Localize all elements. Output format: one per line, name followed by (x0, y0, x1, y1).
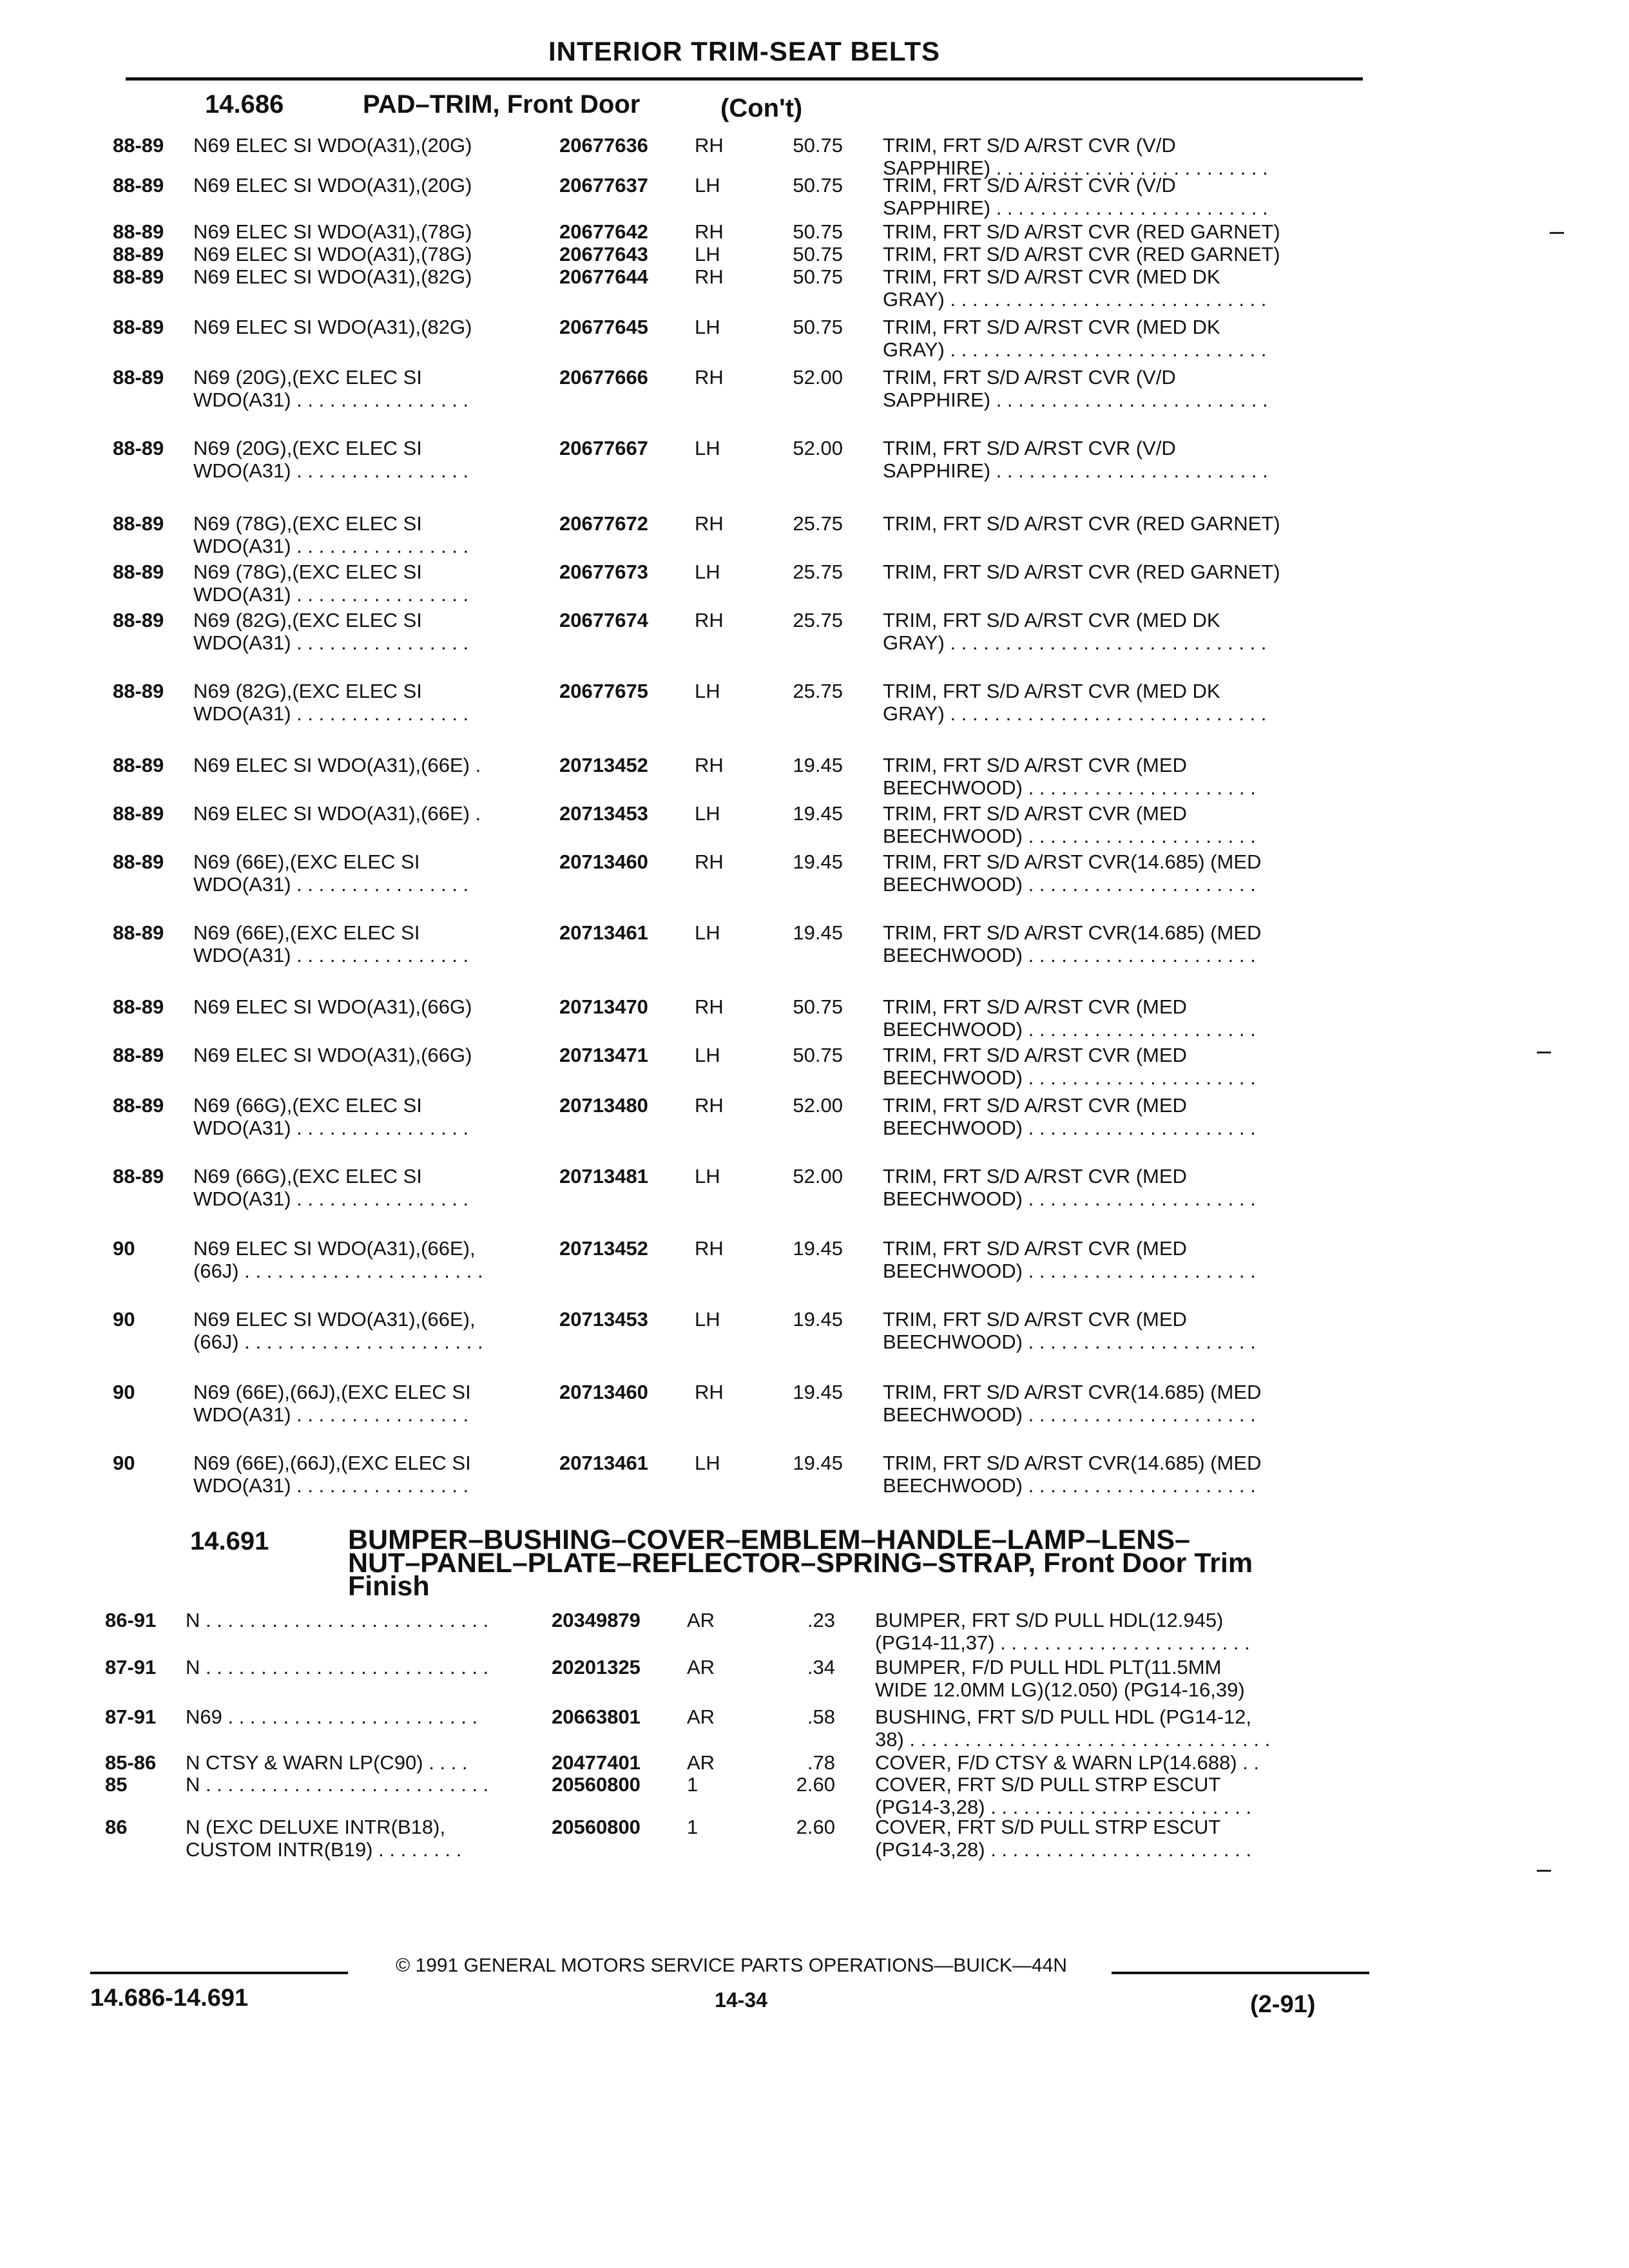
section-number: 14.691 (190, 1527, 269, 1555)
quantity-cell: LH (695, 921, 720, 944)
quantity-cell: LH (695, 802, 720, 825)
description-cell: BUSHING, FRT S/D PULL HDL (PG14-12, 38) . . . . . . . . . . . . . . . . . . . . . . . . . . . . . . . . . (875, 1706, 1271, 1751)
part-number-cell: 20677672 (559, 512, 648, 535)
section-heading-14-686 (205, 91, 849, 124)
model-cell: N69 ELEC SI WDO(A31),(66E), (66J) . . . . . . . . . . . . . . . . . . . . . . (193, 1237, 483, 1282)
quantity-cell: RH (695, 265, 724, 288)
year-cell: 88-89 (113, 680, 164, 702)
year-cell: 85 (105, 1773, 128, 1796)
quantity-cell: RH (695, 850, 724, 873)
model-cell: N69 (82G),(EXC ELEC SI WDO(A31) . . . . . . . . . . . . . . . . (193, 680, 469, 725)
quantity-cell: LH (695, 174, 720, 197)
price-cell: 50.75 (793, 265, 843, 288)
header-rule (126, 77, 1363, 81)
model-cell: N69 ELEC SI WDO(A31),(66G) (193, 1044, 472, 1066)
price-cell: 25.75 (793, 512, 843, 535)
part-number-cell: 20201325 (552, 1656, 641, 1678)
quantity-cell: LH (695, 1165, 720, 1187)
price-cell: 50.75 (793, 243, 843, 265)
year-cell: 88-89 (113, 609, 164, 631)
description-cell: COVER, FRT S/D PULL STRP ESCUT (PG14-3,28) . . . . . . . . . . . . . . . . . . . . . . . . (875, 1816, 1251, 1861)
footer-rule (1112, 1972, 1369, 1974)
model-cell: N CTSY & WARN LP(C90) . . . . (186, 1751, 468, 1774)
page-title: INTERIOR TRIM-SEAT BELTS (548, 36, 941, 66)
section-number: 14.686 (205, 90, 284, 119)
price-cell: 2.60 (796, 1773, 835, 1796)
price-cell: 2.60 (796, 1816, 835, 1838)
part-number-cell: 20677637 (559, 174, 648, 197)
part-number-cell: 20560800 (552, 1816, 641, 1838)
price-cell: .78 (807, 1751, 835, 1774)
margin-mark (1550, 232, 1564, 234)
year-cell: 86 (105, 1816, 128, 1838)
model-cell: N69 ELEC SI WDO(A31),(78G) (193, 243, 472, 265)
year-cell: 88-89 (113, 174, 164, 197)
description-cell: COVER, F/D CTSY & WARN LP(14.688) . . (875, 1751, 1260, 1774)
part-number-cell: 20713480 (559, 1094, 648, 1117)
model-cell: N69 (66G),(EXC ELEC SI WDO(A31) . . . . . . . . . . . . . . . . (193, 1094, 469, 1139)
description-cell: TRIM, FRT S/D A/RST CVR (RED GARNET) (883, 512, 1280, 535)
part-number-cell: 20677666 (559, 366, 648, 389)
description-cell: TRIM, FRT S/D A/RST CVR (MED BEECHWOOD) . . . . . . . . . . . . . . . . . . . . . (883, 1165, 1256, 1210)
description-cell: TRIM, FRT S/D A/RST CVR (RED GARNET) (883, 220, 1280, 243)
model-cell: N69 ELEC SI WDO(A31),(82G) (193, 265, 472, 288)
model-cell: N69 ELEC SI WDO(A31),(66G) (193, 995, 472, 1018)
part-number-cell: 20560800 (552, 1773, 641, 1796)
price-cell: 52.00 (793, 1094, 843, 1117)
part-number-cell: 20677642 (559, 220, 648, 243)
year-cell: 88-89 (113, 1044, 164, 1066)
model-cell: N69 ELEC SI WDO(A31),(66E) . (193, 754, 481, 776)
model-cell: N69 (66E),(66J),(EXC ELEC SI WDO(A31) . . . . . . . . . . . . . . . . (193, 1452, 471, 1497)
part-number-cell: 20677673 (559, 561, 648, 583)
model-cell: N . . . . . . . . . . . . . . . . . . . . . . . . . . (186, 1656, 489, 1678)
year-cell: 88-89 (113, 995, 164, 1018)
price-cell: 52.00 (793, 1165, 843, 1187)
quantity-cell: LH (695, 243, 720, 265)
description-cell: TRIM, FRT S/D A/RST CVR (V/D SAPPHIRE) . . . . . . . . . . . . . . . . . . . . . . . . . (883, 174, 1268, 219)
year-cell: 90 (113, 1237, 135, 1260)
part-number-cell: 20713461 (559, 1452, 648, 1474)
year-cell: 88-89 (113, 265, 164, 288)
description-cell: TRIM, FRT S/D A/RST CVR (MED DK GRAY) . . . . . . . . . . . . . . . . . . . . . . . . . . . . . (883, 265, 1267, 311)
year-cell: 87-91 (105, 1656, 157, 1678)
year-cell: 88-89 (113, 1165, 164, 1187)
part-number-cell: 20713470 (559, 995, 648, 1018)
quantity-cell: LH (695, 437, 720, 459)
price-cell: 50.75 (793, 174, 843, 197)
year-cell: 88-89 (113, 220, 164, 243)
model-cell: N69 ELEC SI WDO(A31),(82G) (193, 316, 472, 338)
year-cell: 87-91 (105, 1706, 157, 1728)
part-number-cell: 20713452 (559, 754, 648, 776)
year-cell: 88-89 (113, 561, 164, 583)
part-number-cell: 20677643 (559, 243, 648, 265)
quantity-cell: AR (687, 1656, 715, 1678)
part-number-cell: 20713453 (559, 1308, 648, 1331)
model-cell: N69 (66E),(EXC ELEC SI WDO(A31) . . . . . . . . . . . . . . . . (193, 850, 469, 896)
quantity-cell: LH (695, 1308, 720, 1331)
price-cell: 52.00 (793, 366, 843, 389)
price-cell: 50.75 (793, 995, 843, 1018)
quantity-cell: RH (695, 512, 724, 535)
price-cell: .34 (807, 1656, 835, 1678)
description-cell: COVER, FRT S/D PULL STRP ESCUT (PG14-3,28) . . . . . . . . . . . . . . . . . . . . . . . . (875, 1773, 1251, 1818)
description-cell: TRIM, FRT S/D A/RST CVR (RED GARNET) (883, 243, 1280, 265)
quantity-cell: AR (687, 1751, 715, 1774)
description-cell: TRIM, FRT S/D A/RST CVR (MED DK GRAY) . . . . . . . . . . . . . . . . . . . . . . . . . . . . . (883, 680, 1267, 725)
quantity-cell: AR (687, 1609, 715, 1631)
model-cell: N69 ELEC SI WDO(A31),(66E), (66J) . . . . . . . . . . . . . . . . . . . . . . (193, 1308, 483, 1353)
year-cell: 88-89 (113, 316, 164, 338)
quantity-cell: RH (695, 609, 724, 631)
description-cell: TRIM, FRT S/D A/RST CVR (V/D SAPPHIRE) . . . . . . . . . . . . . . . . . . . . . . . . . (883, 366, 1268, 411)
model-cell: N (EXC DELUXE INTR(B18), CUSTOM INTR(B19) . . . . . . . . (186, 1816, 462, 1861)
margin-mark (1537, 1870, 1551, 1872)
model-cell: N69 (78G),(EXC ELEC SI WDO(A31) . . . . . . . . . . . . . . . . (193, 561, 469, 606)
description-cell: TRIM, FRT S/D A/RST CVR (MED BEECHWOOD) . . . . . . . . . . . . . . . . . . . . . (883, 802, 1256, 847)
price-cell: 19.45 (793, 802, 843, 825)
quantity-cell: 1 (687, 1816, 699, 1838)
part-number-cell: 20677636 (559, 134, 648, 157)
part-number-cell: 20713481 (559, 1165, 648, 1187)
description-cell: TRIM, FRT S/D A/RST CVR (V/D SAPPHIRE) . . . . . . . . . . . . . . . . . . . . . . . . . (883, 437, 1268, 482)
model-cell: N69 (20G),(EXC ELEC SI WDO(A31) . . . . . . . . . . . . . . . . (193, 437, 469, 482)
description-cell: TRIM, FRT S/D A/RST CVR (MED DK GRAY) . . . . . . . . . . . . . . . . . . . . . . . . . . . . . (883, 609, 1267, 654)
part-number-cell: 20677645 (559, 316, 648, 338)
quantity-cell: LH (695, 1044, 720, 1066)
section-title: BUMPER–BUSHING–COVER–EMBLEM–HANDLE–LAMP–LENS– NUT–PANEL–PLATE–REFLECTOR–SPRING–STRAP, Front Door Trim Finish (348, 1524, 1253, 1602)
price-cell: 19.45 (793, 921, 843, 944)
model-cell: N69 (66G),(EXC ELEC SI WDO(A31) . . . . . . . . . . . . . . . . (193, 1165, 469, 1210)
footer-rule (90, 1972, 348, 1974)
part-number-cell: 20713453 (559, 802, 648, 825)
price-cell: 50.75 (793, 1044, 843, 1066)
quantity-cell: LH (695, 561, 720, 583)
price-cell: 19.45 (793, 1308, 843, 1331)
quantity-cell: RH (695, 220, 724, 243)
part-number-cell: 20713460 (559, 1381, 648, 1403)
revision-date: (2-91) (1250, 1991, 1316, 2018)
quantity-cell: RH (695, 995, 724, 1018)
year-cell: 90 (113, 1381, 135, 1403)
quantity-cell: RH (695, 1237, 724, 1260)
model-cell: N69 (82G),(EXC ELEC SI WDO(A31) . . . . . . . . . . . . . . . . (193, 609, 469, 654)
quantity-cell: LH (695, 316, 720, 338)
description-cell: TRIM, FRT S/D A/RST CVR(14.685) (MED BEECHWOOD) . . . . . . . . . . . . . . . . . . . . . (883, 1452, 1262, 1497)
model-cell: N . . . . . . . . . . . . . . . . . . . . . . . . . . (186, 1773, 489, 1796)
part-number-cell: 20713471 (559, 1044, 648, 1066)
model-cell: N69 ELEC SI WDO(A31),(78G) (193, 220, 472, 243)
part-number-cell: 20713461 (559, 921, 648, 944)
part-number-cell: 20677674 (559, 609, 648, 631)
part-number-cell: 20677644 (559, 265, 648, 288)
part-number-cell: 20477401 (552, 1751, 641, 1774)
year-cell: 88-89 (113, 754, 164, 776)
model-cell: N69 . . . . . . . . . . . . . . . . . . . . . . . (186, 1706, 478, 1728)
price-cell: 19.45 (793, 1381, 843, 1403)
description-cell: TRIM, FRT S/D A/RST CVR (MED BEECHWOOD) . . . . . . . . . . . . . . . . . . . . . (883, 754, 1256, 799)
quantity-cell: LH (695, 1452, 720, 1474)
section-heading-14-691 (190, 1524, 1350, 1606)
section-continued: (Con't) (720, 94, 803, 122)
year-cell: 88-89 (113, 921, 164, 944)
description-cell: TRIM, FRT S/D A/RST CVR (MED BEECHWOOD) . . . . . . . . . . . . . . . . . . . . . (883, 995, 1256, 1041)
description-cell: TRIM, FRT S/D A/RST CVR(14.685) (MED BEECHWOOD) . . . . . . . . . . . . . . . . . . . . . (883, 921, 1262, 966)
price-cell: 50.75 (793, 134, 843, 157)
year-cell: 90 (113, 1308, 135, 1331)
part-number-cell: 20349879 (552, 1609, 641, 1631)
part-number-cell: 20677667 (559, 437, 648, 459)
description-cell: TRIM, FRT S/D A/RST CVR (MED BEECHWOOD) . . . . . . . . . . . . . . . . . . . . . (883, 1237, 1256, 1282)
year-cell: 88-89 (113, 802, 164, 825)
quantity-cell: RH (695, 754, 724, 776)
description-cell: TRIM, FRT S/D A/RST CVR (MED BEECHWOOD) . . . . . . . . . . . . . . . . . . . . . (883, 1094, 1256, 1139)
price-cell: 50.75 (793, 316, 843, 338)
description-cell: TRIM, FRT S/D A/RST CVR (RED GARNET) (883, 561, 1280, 583)
price-cell: .23 (807, 1609, 835, 1631)
model-cell: N69 ELEC SI WDO(A31),(20G) (193, 134, 472, 157)
year-cell: 88-89 (113, 134, 164, 157)
quantity-cell: AR (687, 1706, 715, 1728)
price-cell: 19.45 (793, 1452, 843, 1474)
description-cell: TRIM, FRT S/D A/RST CVR(14.685) (MED BEECHWOOD) . . . . . . . . . . . . . . . . . . . . . (883, 1381, 1262, 1426)
description-cell: BUMPER, FRT S/D PULL HDL(12.945) (PG14-11,37) . . . . . . . . . . . . . . . . . . . . . . . (875, 1609, 1250, 1654)
quantity-cell: RH (695, 1381, 724, 1403)
description-cell: TRIM, FRT S/D A/RST CVR (MED BEECHWOOD) . . . . . . . . . . . . . . . . . . . . . (883, 1044, 1256, 1089)
quantity-cell: 1 (687, 1773, 699, 1796)
price-cell: 50.75 (793, 220, 843, 243)
price-cell: 52.00 (793, 437, 843, 459)
year-cell: 88-89 (113, 366, 164, 389)
part-number-cell: 20677675 (559, 680, 648, 702)
model-cell: N . . . . . . . . . . . . . . . . . . . . . . . . . . (186, 1609, 489, 1631)
year-cell: 90 (113, 1452, 135, 1474)
model-cell: N69 ELEC SI WDO(A31),(20G) (193, 174, 472, 197)
price-cell: .58 (807, 1706, 835, 1728)
year-cell: 86-91 (105, 1609, 157, 1631)
price-cell: 25.75 (793, 609, 843, 631)
price-cell: 19.45 (793, 754, 843, 776)
part-number-cell: 20713460 (559, 850, 648, 873)
year-cell: 88-89 (113, 1094, 164, 1117)
year-cell: 88-89 (113, 437, 164, 459)
model-cell: N69 ELEC SI WDO(A31),(66E) . (193, 802, 481, 825)
part-number-cell: 20663801 (552, 1706, 641, 1728)
part-number-cell: 20713452 (559, 1237, 648, 1260)
page-number: 14-34 (715, 1988, 767, 2012)
model-cell: N69 (66E),(66J),(EXC ELEC SI WDO(A31) . . . . . . . . . . . . . . . . (193, 1381, 471, 1426)
margin-mark (1537, 1052, 1551, 1053)
quantity-cell: RH (695, 134, 724, 157)
price-cell: 19.45 (793, 1237, 843, 1260)
price-cell: 25.75 (793, 561, 843, 583)
description-cell: TRIM, FRT S/D A/RST CVR(14.685) (MED BEECHWOOD) . . . . . . . . . . . . . . . . . . . . . (883, 850, 1262, 896)
description-cell: TRIM, FRT S/D A/RST CVR (MED BEECHWOOD) . . . . . . . . . . . . . . . . . . . . . (883, 1308, 1256, 1353)
description-cell: TRIM, FRT S/D A/RST CVR (MED DK GRAY) . . . . . . . . . . . . . . . . . . . . . . . . . . . . . (883, 316, 1267, 361)
year-cell: 88-89 (113, 512, 164, 535)
quantity-cell: RH (695, 1094, 724, 1117)
footer-section-range: 14.686-14.691 (90, 1984, 249, 2012)
model-cell: N69 (66E),(EXC ELEC SI WDO(A31) . . . . . . . . . . . . . . . . (193, 921, 469, 966)
year-cell: 88-89 (113, 243, 164, 265)
model-cell: N69 (20G),(EXC ELEC SI WDO(A31) . . . . . . . . . . . . . . . . (193, 366, 469, 411)
model-cell: N69 (78G),(EXC ELEC SI WDO(A31) . . . . . . . . . . . . . . . . (193, 512, 469, 557)
year-cell: 85-86 (105, 1751, 157, 1774)
description-cell: TRIM, FRT S/D A/RST CVR (V/D SAPPHIRE) . . . . . . . . . . . . . . . . . . . . . . . . . (883, 134, 1268, 179)
price-cell: 25.75 (793, 680, 843, 702)
section-title: PAD–TRIM, Front Door (363, 90, 641, 119)
quantity-cell: RH (695, 366, 724, 389)
year-cell: 88-89 (113, 850, 164, 873)
quantity-cell: LH (695, 680, 720, 702)
description-cell: BUMPER, F/D PULL HDL PLT(11.5MM WIDE 12.0MM LG)(12.050) (PG14-16,39) (875, 1656, 1245, 1701)
footer-copyright: © 1991 GENERAL MOTORS SERVICE PARTS OPERATIONS—BUICK—44N (396, 1955, 1067, 1976)
price-cell: 19.45 (793, 850, 843, 873)
